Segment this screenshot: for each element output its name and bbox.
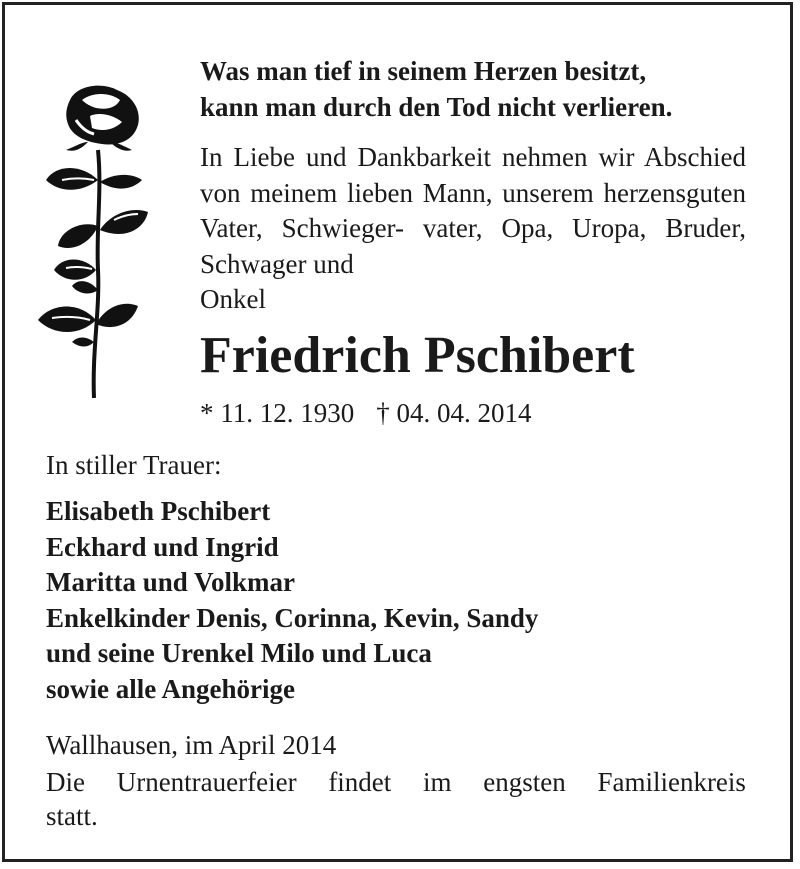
family-member: Enkelkinder Denis, Corinna, Kevin, Sandy [46, 602, 539, 633]
rose-icon [32, 80, 172, 398]
family-member: Elisabeth Pschibert [46, 496, 271, 526]
family-list [46, 494, 746, 707]
place-and-date: Wallhausen, im April 2014 [46, 730, 337, 760]
mourning-label: In stiller Trauer: [46, 450, 222, 480]
intro-last-word: Onkel [200, 284, 266, 314]
family-member: und seine Urenkel Milo und Luca [46, 638, 432, 668]
life-dates [200, 396, 532, 430]
epitaph-quote [200, 53, 760, 125]
ceremony-word: engsten [483, 767, 566, 797]
ceremony-word: Urnentrauerfeier [116, 767, 297, 797]
ceremony-word: im [423, 767, 452, 797]
family-member: sowie alle Angehörige [46, 673, 295, 704]
quote-line-2: kann man durch den Tod nicht verlieren. [200, 92, 673, 122]
quote-line-1: Was man tief in seinem Herzen besitzt, [200, 56, 647, 86]
deceased-name: Friedrich Pschibert [200, 327, 635, 384]
ceremony-note [46, 765, 746, 833]
ceremony-word: Familienkreis [597, 767, 746, 797]
ceremony-word: Die [46, 767, 85, 797]
ceremony-line-2: statt. [46, 801, 98, 831]
ceremony-word: findet [328, 767, 392, 797]
family-member: Eckhard und Ingrid [46, 531, 279, 562]
intro-paragraph [200, 140, 746, 318]
ceremony-line-1 [46, 765, 746, 799]
death-date: † 04. 04. 2014 [376, 398, 532, 428]
birth-date: * 11. 12. 1930 [200, 398, 355, 428]
intro-text: In Liebe und Dankbarkeit nehmen wir Abschied von meinem lieben Mann, unserem herzensguten Vater, Schwieger- vater, Opa, Uropa, Bruder, Schwager und [200, 142, 746, 279]
family-member: Maritta und Volkmar [46, 567, 296, 597]
